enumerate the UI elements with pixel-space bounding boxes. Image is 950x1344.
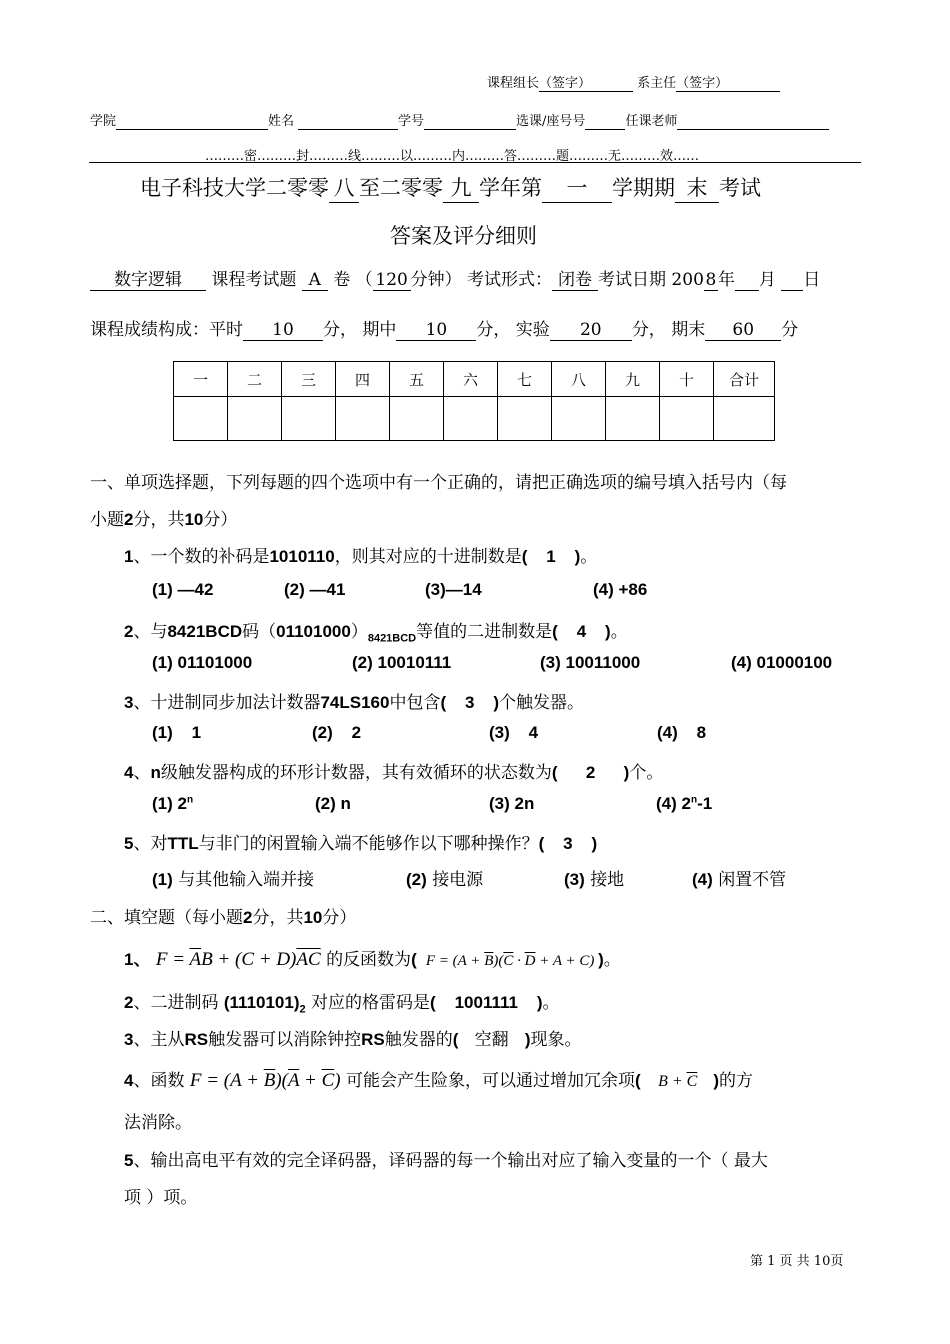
score-cell[interactable] [174,397,228,441]
course-leader-sign: 课程组长（签字） 系主任（签字） [487,72,780,92]
score-header-cell: 二 [228,362,282,397]
s1-q1-opt4: (4) +86 [593,580,648,599]
score-cell[interactable] [228,397,282,441]
score-header-cell: 三 [282,362,336,397]
section2-heading: 二、填空题（每小题2分，共10分） [90,908,357,928]
s1-q5-opt4: (4) 闲置不管 [692,870,787,890]
s2-q5-line2: 项 ）项。 [124,1188,198,1208]
page-footer: 第 1 页 共 10页 [750,1254,844,1269]
s2-q4: 4、函数 $F = (A + \overline{B})(\overline{A} + \overline{C})$ 可能会产生险象，可以通过增加冗余项( $B + \overline{C}$ )的方 [124,1070,753,1091]
score-header-cell: 十 [660,362,714,397]
s1-q3-opt2: (2) 2 [312,723,362,742]
score-cell[interactable] [498,397,552,441]
s1-q3: 3、十进制同步加法计数器74LS160中包含( 3 )个触发器。 [124,693,585,713]
exam-title: 电子科技大学二零零 八 至二零零 九 学年第 一 学期期 末 考试 [140,172,761,203]
formula-f: $F = \overline{A}B + (C + D)\overline{AC}$ [155,949,321,970]
seal-line-text: ………密………封………线………以………内………答………题………无………效…… [205,149,699,164]
s2-q2: 2、二进制码 $(1110101)_2$ 对应的格雷码是( 1001111 )。 [124,993,560,1016]
s1-q1-opt2: (2) —41 [284,580,346,599]
seal-divider [89,162,861,163]
score-table-header [174,362,775,397]
s1-q1-opt3: (3)—14 [425,580,482,599]
s1-q2-opt1: (1) 01101000 [152,653,253,672]
score-cell[interactable] [336,397,390,441]
score-header-cell: 合计 [714,362,775,397]
score-header-cell: 五 [390,362,444,397]
s1-q5-opt2: (2) 接电源 [406,870,484,890]
section1-heading: 一、单项选择题，下列每题的四个选项中有一个正确的，请把正确选项的编号填入括号内（每 [90,473,787,493]
score-header-cell: 九 [606,362,660,397]
score-cell[interactable] [282,397,336,441]
s1-q3-opt4: (4) 8 [657,723,707,742]
section1-heading-l2: 小题2分，共10分） [90,510,238,530]
s1-q5-opt3: (3) 接地 [564,870,625,890]
score-table-blank-row [174,397,775,441]
s1-q4-opt2: (2) n [315,794,351,813]
formula-q4: $F = (A + \overline{B})(\overline{A} + \overline{C})$ [189,1070,341,1091]
score-header-cell: 六 [444,362,498,397]
s2-q4-line2: 法消除。 [124,1113,192,1133]
s2-q3: 3、主从RS触发器可以消除钟控RS触发器的( 空翻 )现象。 [124,1030,582,1050]
score-table [173,361,775,441]
exam-subtitle: 答案及评分细则 [390,224,537,248]
exam-info: 数字逻辑 课程考试题 A 卷 （ 120 分钟） 考试形式： 闭卷 考试日期 2008年 月 日 [90,265,820,291]
score-cell[interactable] [660,397,714,441]
score-cell[interactable] [444,397,498,441]
s2-q1: 1、 $F = \overline{A}B + (C + D)\overline{AC}$ 的反函数为( $F = (A + \overline{B})(\overline{C} \cdot \overline{D} + A + C)$ )。 [124,949,621,970]
score-cell[interactable] [606,397,660,441]
s1-q4-opt1: (1) 2$^n$ [152,794,194,813]
s2-q5: 5、输出高电平有效的完全译码器，译码器的每一个输出对应了输入变量的一个（ 最大 [124,1151,768,1171]
s1-q5-opt1: (1) 与其他输入端并接 [152,870,315,890]
score-header-cell: 七 [498,362,552,397]
s1-q2: 2、与8421BCD码$(01101000)_{8421BCD}$等值的二进制数是( 4 )。 [124,622,628,645]
s1-q4-opt4: (4) 2$^n$-1 [656,794,713,813]
grade-composition: 课程成绩构成：平时 10 分， 期中 10 分， 实验 20 分， 期末 60 分 [90,320,799,340]
s1-q2-opt3: (3) 10011000 [540,653,641,672]
score-header-cell: 一 [174,362,228,397]
formula-answer: $F = (A + \overline{B})(\overline{C} \cdot \overline{D} + A + C)$ [422,953,599,969]
s1-q2-opt2: (2) 10010111 [352,653,452,672]
score-header-cell: 八 [552,362,606,397]
s1-q5: 5、对TTL与非门的闲置输入端不能够作以下哪种操作？( 3 ) [124,834,598,854]
s1-q3-opt3: (3) 4 [489,723,539,742]
score-cell[interactable] [390,397,444,441]
student-info-line: 学院 姓名 学号 选课/座号号 任课老师 [90,110,829,130]
score-cell[interactable] [552,397,606,441]
s1-q4: 4、n级触发器构成的环形计数器，其有效循环的状态数为( 2 )个。 [124,763,664,783]
formula-q4-answer: $B + \overline{C}$ [646,1073,698,1090]
s1-q4-opt3: (3) 2n [489,794,535,813]
s1-q1-opt1: (1) —42 [152,580,214,599]
s1-q1: 1、一个数的补码是1010110，则其对应的十进制数是( 1 )。 [124,547,598,567]
s1-q2-opt4: (4) 01000100 [731,653,833,672]
score-cell[interactable] [714,397,775,441]
score-header-cell: 四 [336,362,390,397]
s1-q3-opt1: (1) 1 [152,723,202,742]
